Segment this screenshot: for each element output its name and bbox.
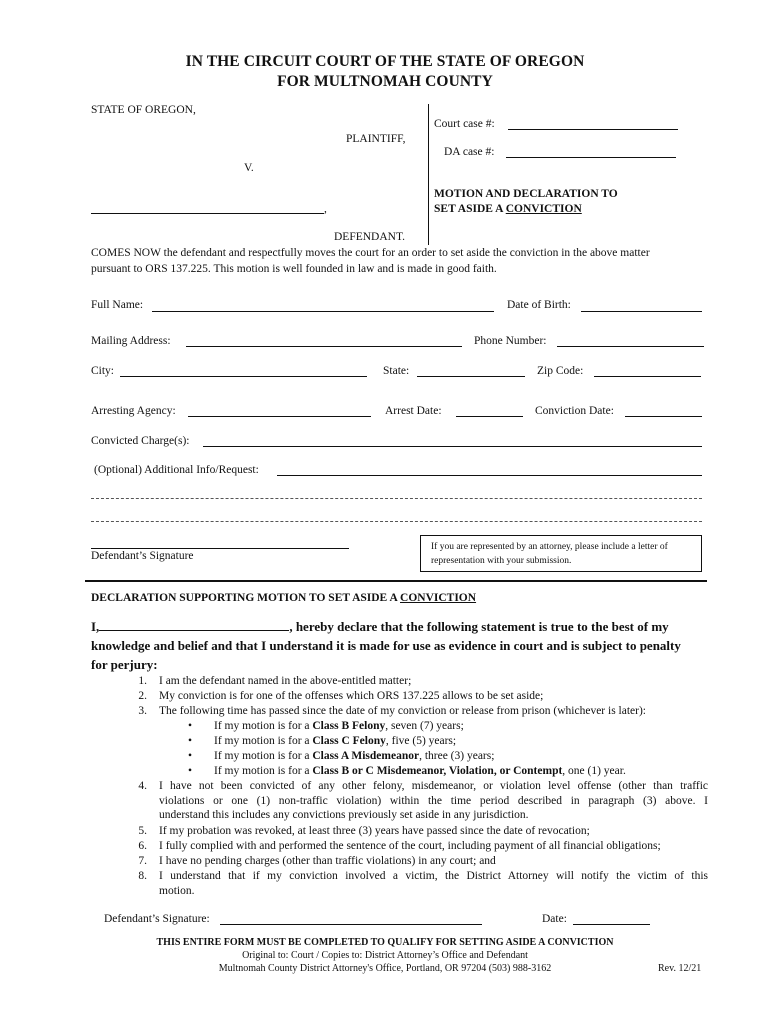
defendant-name-comma: , [324,203,327,215]
city-field[interactable] [120,376,367,377]
arrest-date-field[interactable] [456,416,523,417]
declaration-statement-line1: I, , hereby declare that the following statement is true to the best of my [91,619,669,634]
full-name-field[interactable] [152,311,494,312]
footer-notice: THIS ENTIRE FORM MUST BE COMPLETED TO QUALIFY FOR SETTING ASIDE A CONVICTION [156,937,614,948]
city-label: City: [91,365,115,377]
attorney-note-line1: If you are represented by an attorney, please include a letter of [431,542,668,552]
revision-label: Rev. 12/21 [658,963,702,974]
dob-field[interactable] [581,311,702,312]
da-case-label: DA case #: [444,146,495,158]
state-label: State: [383,365,410,377]
additional-info-label: (Optional) Additional Info/Request: [94,464,259,476]
intro-line1: COMES NOW the defendant and respectfully moves the court for an order to set aside the conviction in the above matter [91,247,650,259]
caption-divider [428,104,429,245]
declaration-statement-line3: for perjury: [91,657,158,672]
court-title-line1: IN THE CIRCUIT COURT OF THE STATE OF OREGON [185,53,585,70]
additional-info-field[interactable] [277,475,702,476]
motion-title-line2: SET ASIDE A CONVICTION [434,203,582,215]
arrest-date-label: Arrest Date: [385,405,442,417]
attorney-note-box [420,535,702,572]
mailing-address-field[interactable] [186,346,462,347]
declaration-statement-line2: knowledge and belief and that I understand it is made for use as evidence in court and is subject to penalty [91,638,681,653]
declaration-date-field[interactable] [573,924,650,925]
defendant-signature-label: Defendant’s Signature [91,550,194,562]
declaration-signature-field[interactable] [220,924,482,925]
declarant-name-field[interactable] [99,618,289,631]
phone-label: Phone Number: [474,335,547,347]
zip-label: Zip Code: [537,365,584,377]
defendant-signature-field[interactable] [91,548,349,549]
convicted-charges-label: Convicted Charge(s): [91,435,190,447]
conviction-date-field[interactable] [625,416,702,417]
arresting-agency-label: Arresting Agency: [91,405,176,417]
footer-address: Multnomah County District Attorney's Office, Portland, OR 97204 (503) 988-3162 [218,963,552,974]
phone-field[interactable] [557,346,704,347]
attorney-note-line2: representation with your submission. [431,556,572,566]
additional-info-line3[interactable] [91,521,702,522]
defendant-label: DEFENDANT. [334,231,406,243]
state-of-oregon: STATE OF OREGON, [91,104,196,116]
plaintiff-label: PLAINTIFF, [346,133,406,145]
court-title-line2: FOR MULTNOMAH COUNTY [277,73,493,90]
convicted-charges-field[interactable] [203,446,702,447]
conviction-date-label: Conviction Date: [535,405,614,417]
court-case-label: Court case #: [434,118,495,130]
motion-title-line1: MOTION AND DECLARATION TO [434,188,618,200]
arresting-agency-field[interactable] [188,416,371,417]
dob-label: Date of Birth: [507,299,571,311]
section-divider [85,580,707,582]
mailing-address-label: Mailing Address: [91,335,171,347]
court-case-field[interactable] [508,129,678,130]
declaration-signature-label: Defendant’s Signature: [104,913,210,925]
full-name-label: Full Name: [91,299,144,311]
versus-label: V. [244,162,254,174]
da-case-field[interactable] [506,157,676,158]
intro-line2: pursuant to ORS 137.225. This motion is well founded in law and is made in good faith. [91,263,497,275]
defendant-name-field[interactable] [91,213,324,214]
zip-field[interactable] [594,376,701,377]
footer-copies: Original to: Court / Copies to: District Attorney’s Office and Defendant [242,950,528,961]
declaration-heading: DECLARATION SUPPORTING MOTION TO SET ASIDE A CONVICTION [91,592,477,604]
declaration-date-label: Date: [542,913,567,925]
state-field[interactable] [417,376,525,377]
additional-info-line2[interactable] [91,498,702,499]
